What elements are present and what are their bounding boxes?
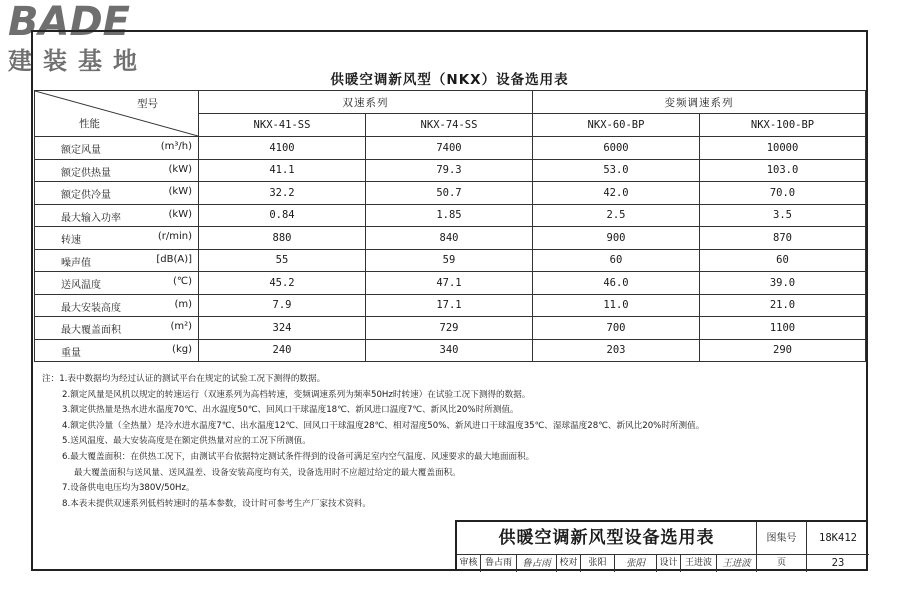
- table-cell: 21.0: [700, 294, 866, 317]
- table-row: [35, 137, 866, 160]
- page-value: 23: [831, 557, 845, 569]
- table-row: [35, 159, 866, 182]
- header-model-label: 型号: [137, 98, 158, 110]
- table-cell: 79.3: [366, 159, 533, 182]
- table-cell: 1.85: [366, 204, 533, 227]
- notes-section: [42, 372, 862, 512]
- parameter-name: 最大覆盖面积: [61, 325, 121, 336]
- table-cell: 840: [366, 227, 533, 250]
- design-label: 设计: [657, 555, 681, 572]
- table-cell: 39.0: [700, 272, 866, 295]
- parameter-unit: (m³/h): [160, 141, 192, 152]
- table-cell: 50.7: [366, 182, 533, 205]
- parameter-name: 额定风量: [61, 145, 101, 156]
- note-line: 8.本表未提供双速系列低档转速时的基本参数，设计时可参考生产厂家技术资料。: [62, 498, 371, 509]
- table-cell: 240: [199, 339, 366, 362]
- table-cell: 42.0: [533, 182, 700, 205]
- check-signature: [615, 555, 657, 572]
- table-cell: 700: [533, 317, 700, 340]
- table-cell: 6000: [533, 137, 700, 160]
- review-signature-text: 鲁占雨: [522, 558, 551, 569]
- parameter-unit: [dB(A)]: [156, 253, 192, 265]
- row-label-cell: [35, 339, 199, 362]
- table-cell: 17.1: [366, 294, 533, 317]
- parameter-unit: (m): [174, 298, 192, 310]
- parameter-unit: (kg): [172, 343, 192, 355]
- note-line: 7.设备供电电压均为380V/50Hz。: [62, 483, 195, 494]
- design-signature: [717, 555, 757, 572]
- review-label: 审核: [457, 555, 481, 572]
- table-cell: 41.1: [199, 159, 366, 182]
- review-signature: [517, 555, 557, 572]
- table-cell: 870: [700, 227, 866, 250]
- table-cell: 4100: [199, 137, 366, 160]
- table-row: [35, 204, 866, 227]
- parameter-name: 重量: [61, 347, 81, 359]
- table-cell: 32.2: [199, 182, 366, 205]
- row-label-cell: [35, 182, 199, 205]
- table-row: [35, 294, 866, 317]
- signature-row: [457, 555, 869, 572]
- parameter-unit: (r/min): [157, 231, 192, 242]
- note-line: 2.额定风量是风机以规定的转速运行（双速系列为高档转速，变频调速系列为频率50Hz时转速）在试验工况下测得的数据。: [62, 389, 531, 400]
- row-label-cell: [35, 294, 199, 317]
- table-cell: 46.0: [533, 272, 700, 295]
- series-variable-frequency: 变频调速系列: [533, 91, 866, 114]
- title-block-title: 供暖空调新风型设备选用表: [457, 522, 757, 555]
- table-cell: 900: [533, 227, 700, 250]
- equipment-selection-table: [34, 90, 866, 362]
- table-cell: 103.0: [700, 159, 866, 182]
- table-cell: 880: [199, 227, 366, 250]
- table-cell: 11.0: [533, 294, 700, 317]
- table-cell: 3.5: [700, 204, 866, 227]
- table-cell: 729: [366, 317, 533, 340]
- table-cell: 47.1: [366, 272, 533, 295]
- corner-diagonal-line: [35, 91, 198, 136]
- table-row: [35, 182, 866, 205]
- note-line: 5.送风温度、最大安装高度是在额定供热量对应的工况下所测值。: [62, 436, 311, 447]
- check-signature-text: 张阳: [625, 558, 645, 569]
- row-label-cell: [35, 272, 199, 295]
- note-line: 最大覆盖面积与送风量、送风温差、设备安装高度均有关，设备选用时不应超过给定的最大覆盖面积。: [74, 467, 461, 478]
- row-label-cell: [35, 137, 199, 160]
- table-cell: 203: [533, 339, 700, 362]
- header-corner-cell: [35, 91, 199, 137]
- logo-sub-text: 建装基地: [8, 47, 148, 75]
- parameter-unit: (kW): [168, 163, 192, 175]
- model-nkx-41-ss: NKX-41-SS: [199, 114, 366, 137]
- table-cell: 70.0: [700, 182, 866, 205]
- series-dual-speed: 双速系列: [199, 91, 533, 114]
- table-row: [35, 227, 866, 250]
- table-cell: 59: [366, 249, 533, 272]
- parameter-unit: (kW): [168, 208, 192, 220]
- table-cell: 55: [199, 249, 366, 272]
- row-label-cell: [35, 159, 199, 182]
- logo-main-text: BADE: [8, 0, 130, 45]
- table-title: 供暖空调新风型（NKX）设备选用表: [330, 72, 569, 88]
- atlas-number-label: 图集号: [757, 522, 807, 555]
- parameter-name: 额定供热量: [61, 167, 111, 179]
- parameter-name: 送风温度: [61, 280, 101, 291]
- parameter-unit: (kW): [168, 186, 192, 197]
- model-nkx-74-ss: NKX-74-SS: [366, 114, 533, 137]
- series-header-row: [35, 91, 866, 114]
- parameter-name: 最大安装高度: [61, 302, 121, 314]
- note-line: 6.最大覆盖面积：在供热工况下，由测试平台依据特定测试条件得到的设备可满足室内空气温度、风速要求的最大地面面积。: [62, 451, 535, 462]
- check-name: 张阳: [581, 555, 615, 572]
- design-signature-text: 王进波: [722, 558, 751, 569]
- page-label: 页: [757, 555, 807, 572]
- parameter-name: 转速: [61, 235, 81, 246]
- note-line: 4.额定供冷量（全热量）是冷水进水温度7℃、出水温度12℃、回风口干球温度28℃、相对湿度50%、新风进口干球温度35℃、湿球温度28℃、新风比20%时所测值。: [62, 420, 705, 431]
- row-label-cell: [35, 317, 199, 340]
- table-cell: 340: [366, 339, 533, 362]
- table-body: [35, 137, 866, 362]
- review-name: 鲁占雨: [481, 555, 517, 572]
- table-cell: 7400: [366, 137, 533, 160]
- row-label-cell: [35, 227, 199, 250]
- header-performance-label: 性能: [79, 118, 100, 130]
- note-line: 注：1.表中数据均为经过认证的测试平台在规定的试验工况下测得的数据。: [42, 374, 326, 384]
- check-label: 校对: [557, 555, 581, 572]
- parameter-name: 最大输入功率: [61, 212, 121, 224]
- table-cell: 0.84: [199, 204, 366, 227]
- note-line: 3.额定供热量是热水进水温度70℃、出水温度50℃、回风口干球温度18℃、新风进口温度7℃、新风比20%时所测值。: [62, 405, 519, 416]
- parameter-unit: (m²): [170, 321, 192, 332]
- parameter-unit: (℃): [172, 276, 192, 287]
- table-row: [35, 249, 866, 272]
- model-nkx-60-bp: NKX-60-BP: [533, 114, 700, 137]
- table-cell: 1100: [700, 317, 866, 340]
- table-cell: 10000: [700, 137, 866, 160]
- table-cell: 60: [700, 249, 866, 272]
- parameter-name: 噪声值: [61, 257, 91, 269]
- table-row: [35, 339, 866, 362]
- table-cell: 290: [700, 339, 866, 362]
- design-name: 王进波: [681, 555, 717, 572]
- table-cell: 7.9: [199, 294, 366, 317]
- table-cell: 2.5: [533, 204, 700, 227]
- row-label-cell: [35, 249, 199, 272]
- table-row: [35, 272, 866, 295]
- row-label-cell: [35, 204, 199, 227]
- table-cell: 45.2: [199, 272, 366, 295]
- table-cell: 324: [199, 317, 366, 340]
- model-nkx-100-bp: NKX-100-BP: [700, 114, 866, 137]
- table-cell: 60: [533, 249, 700, 272]
- table-row: [35, 317, 866, 340]
- atlas-number-value: 18K412: [807, 522, 869, 555]
- parameter-name: 额定供冷量: [61, 190, 111, 201]
- table-cell: 53.0: [533, 159, 700, 182]
- title-block: [455, 520, 867, 570]
